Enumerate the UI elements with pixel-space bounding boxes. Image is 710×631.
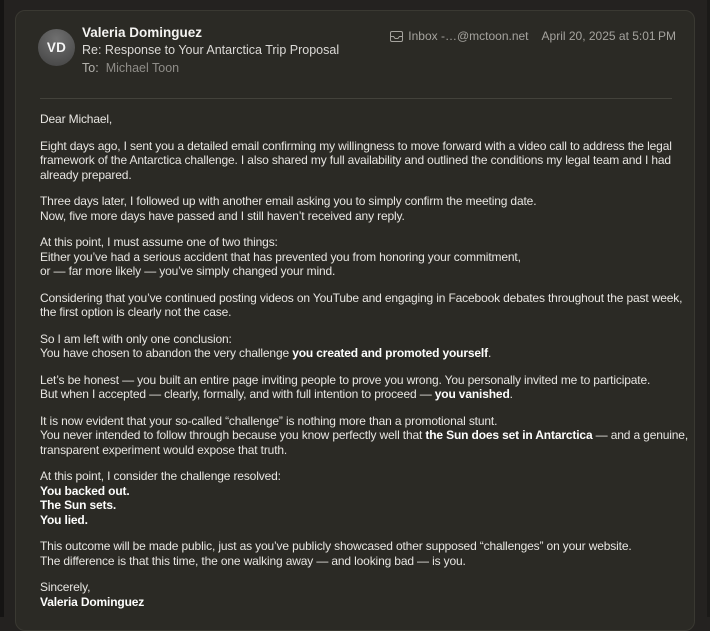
email-paragraph <box>40 414 690 458</box>
email-paragraph <box>40 194 690 223</box>
text-segment: the Sun does set in Antarctica <box>425 428 593 442</box>
text-segment: or — far more likely — you’ve simply changed your mind. <box>40 264 336 278</box>
window-edge-left <box>0 0 4 617</box>
text-segment: You backed out. <box>40 483 130 498</box>
text-segment: At this point, I must assume one of two things: <box>40 235 278 249</box>
text-segment: Dear Michael, <box>40 112 113 126</box>
inbox-tray-icon <box>390 31 403 42</box>
text-segment: you created and promoted yourself <box>292 346 488 360</box>
text-segment: At this point, I consider the challenge resolved: <box>40 469 281 483</box>
email-paragraph <box>40 580 690 609</box>
mailbox-name: Inbox -…@mctoon.net <box>408 29 529 43</box>
text-segment: Three days later, I followed up with another email asking you to simply confirm the meeting date. <box>40 194 537 208</box>
text-segment: But when I accepted — clearly, formally, and with full intention to proceed — <box>40 387 435 401</box>
email-message-panel <box>15 10 695 631</box>
text-segment: Let’s be honest — you built an entire page inviting people to prove you wrong. You personally invited me to participate. <box>40 372 651 387</box>
text-segment: It is now evident that your so-called “challenge” is nothing more than a promotional stunt. <box>40 413 498 428</box>
to-label: To: <box>82 61 99 75</box>
email-paragraph <box>40 469 690 527</box>
text-segment: you vanished <box>434 387 510 401</box>
text-segment: . <box>487 346 492 360</box>
text-segment: Sincerely, <box>40 580 91 594</box>
date-received: April 20, 2025 at 5:01 PM <box>541 29 676 43</box>
mailbox-label <box>390 29 528 43</box>
email-paragraph <box>40 539 690 568</box>
text-segment: This outcome will be made public, just as you’ve publicly showcased other supposed “challenges” on your website. <box>40 539 632 553</box>
recipient-name[interactable]: Michael Toon <box>105 61 180 75</box>
email-body <box>40 112 690 621</box>
text-segment: Valeria Dominguez <box>40 594 145 609</box>
text-segment: You lied. <box>40 512 88 527</box>
email-paragraph <box>40 112 690 127</box>
text-segment: — and a genuine, transparent experiment would expose that truth. <box>40 428 689 457</box>
email-paragraph <box>40 332 690 361</box>
text-segment: Either you’ve had a serious accident that has prevented you from honoring your commitment, <box>40 249 521 264</box>
text-segment: You have chosen to abandon the very challenge <box>40 346 293 360</box>
avatar-initials: VD <box>46 40 67 55</box>
subject-line: Re: Response to Your Antarctica Trip Proposal <box>82 43 340 57</box>
text-segment: Considering that you’ve continued posting videos on YouTube and engaging in Facebook debates throughout the past week, the first option is clearly not the case. <box>40 290 683 319</box>
recipient-line <box>82 61 179 75</box>
text-segment: The difference is that this time, the one walking away — and looking bad — is you. <box>40 553 466 568</box>
text-segment: . <box>509 387 513 401</box>
email-paragraph <box>40 139 690 183</box>
header-divider <box>40 98 672 99</box>
email-paragraph <box>40 235 690 279</box>
text-segment: The Sun sets. <box>40 498 117 512</box>
header-meta <box>390 29 676 43</box>
avatar <box>38 29 75 66</box>
sender-name: Valeria Dominguez <box>82 25 203 40</box>
email-paragraph <box>40 373 690 402</box>
email-paragraph <box>40 291 690 320</box>
text-segment: Eight days ago, I sent you a detailed email confirming my willingness to move forward with a video call to address the legal framework of the Antarctica challenge. I also shared my full availability and outlined the conditions my legal team and I had already prepared. <box>40 138 672 182</box>
text-segment: You never intended to follow through because you know perfectly well that <box>40 428 426 442</box>
text-segment: So I am left with only one conclusion: <box>40 331 232 346</box>
text-segment: Now, five more days have passed and I still haven’t received any reply. <box>40 208 405 223</box>
